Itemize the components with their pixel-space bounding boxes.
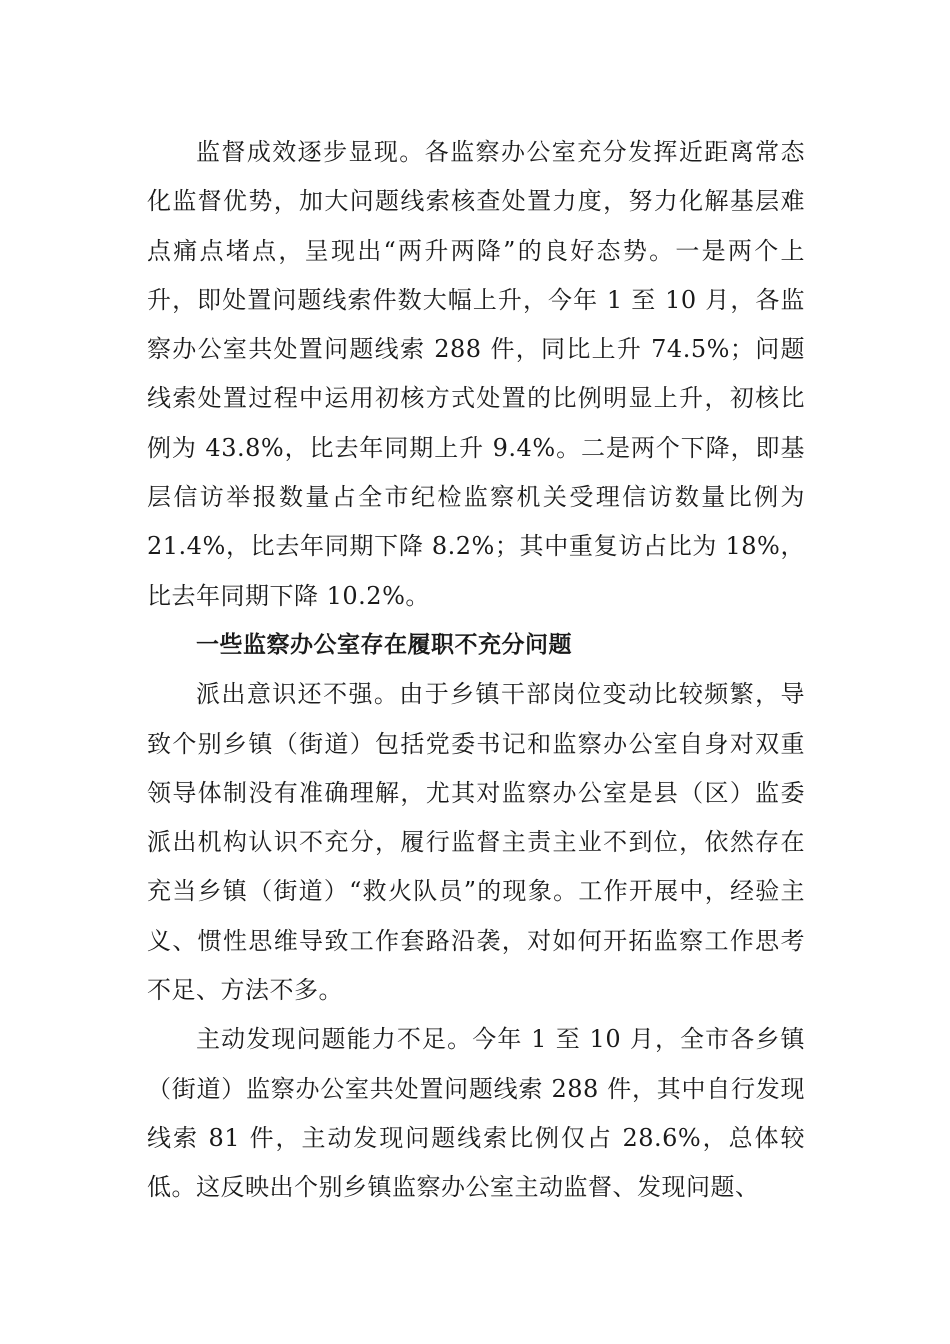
paragraph-supervision-results: 监督成效逐步显现。各监察办公室充分发挥近距离常态化监督优势，加大问题线索核查处置力度，努力化解基层难点痛点堵点，呈现出“两升两降”的良好态势。一是两个上升，即处置问题线索件数大幅上升，今年 1 至 10 月，各监察办公室共处置问题线索 288 件，同比上升 74.5%；问题线索处置过程中运用初核方式处置的比例明显上升，初核比例为 43.8%，比去年同期上升 9.4%。二是两个下降，即基层信访举报数量占全市纪检监察机关受理信访数量比例为 21.4%，比去年同期下降 8.2%；其中重复访占比为 18%，比去年同期下降 10.2%。 [147, 138, 805, 610]
paragraph-problem-discovery: 主动发现问题能力不足。今年 1 至 10 月，全市各乡镇（街道）监察办公室共处置问题线索 288 件，其中自行发现线索 81 件，主动发现问题线索比例仅占 28.6%，总体较低。这反映出个别乡镇监察办公室主动监督、发现问题、 [147, 1025, 805, 1202]
document-page [147, 128, 805, 1213]
paragraph-dispatch-awareness: 派出意识还不强。由于乡镇干部岗位变动比较频繁，导致个别乡镇（街道）包括党委书记和监察办公室自身对双重领导体制没有准确理解，尤其对监察办公室是县（区）监委派出机构认识不充分，履行监督主责主业不到位，依然存在充当乡镇（街道）“救火队员”的现象。工作开展中，经验主义、惯性思维导致工作套路沿袭，对如何开拓监察工作思考不足、方法不多。 [147, 680, 805, 1005]
section-heading: 一些监察办公室存在履职不充分问题 [196, 631, 572, 658]
